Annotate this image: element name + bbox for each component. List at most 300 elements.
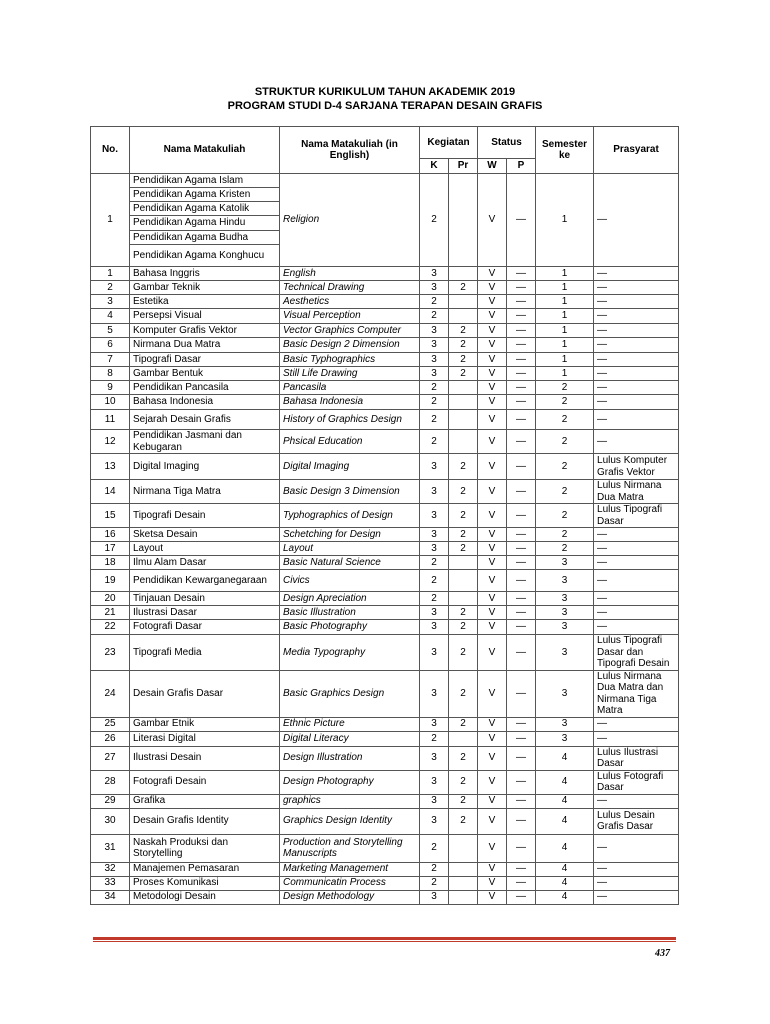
table-row — [91, 281, 679, 295]
religion-pr — [449, 174, 478, 267]
course-p: — — [507, 295, 536, 309]
course-semester: 2 — [536, 454, 594, 480]
course-name: Ilustrasi Desain — [130, 746, 280, 770]
course-no: 7 — [91, 353, 130, 367]
course-semester: 3 — [536, 670, 594, 717]
course-w: V — [478, 731, 507, 746]
course-w: V — [478, 834, 507, 862]
course-prasyarat: — — [594, 717, 679, 731]
course-semester: 1 — [536, 338, 594, 353]
course-no: 3 — [91, 295, 130, 309]
course-no: 33 — [91, 876, 130, 890]
course-prasyarat: — — [594, 430, 679, 454]
course-no: 24 — [91, 670, 130, 717]
course-no: 4 — [91, 309, 130, 324]
course-english: Typhographics of Design — [280, 504, 420, 528]
religion-w: V — [478, 174, 507, 267]
course-pr: 2 — [449, 528, 478, 542]
course-name: Tipografi Desain — [130, 504, 280, 528]
course-pr — [449, 295, 478, 309]
course-semester: 4 — [536, 834, 594, 862]
course-w: V — [478, 504, 507, 528]
course-english: Design Apreciation — [280, 592, 420, 606]
course-no: 6 — [91, 338, 130, 353]
course-k: 2 — [420, 410, 449, 430]
course-english: Basic Illustration — [280, 606, 420, 620]
course-name: Fotografi Desain — [130, 770, 280, 794]
course-p: — — [507, 504, 536, 528]
course-english: Technical Drawing — [280, 281, 420, 295]
course-english: Media Typography — [280, 635, 420, 671]
course-k: 3 — [420, 606, 449, 620]
course-p: — — [507, 834, 536, 862]
course-semester: 3 — [536, 570, 594, 592]
course-p: — — [507, 794, 536, 808]
course-p: — — [507, 353, 536, 367]
course-prasyarat: — — [594, 381, 679, 395]
course-prasyarat: Lulus Nirmana Dua Matra — [594, 480, 679, 504]
course-semester: 3 — [536, 620, 594, 635]
course-k: 2 — [420, 309, 449, 324]
course-p: — — [507, 731, 536, 746]
header-prasyarat: Prasyarat — [594, 127, 679, 174]
course-p: — — [507, 528, 536, 542]
course-prasyarat: Lulus Tipografi Dasar dan Tipografi Desain — [594, 635, 679, 671]
course-w: V — [478, 430, 507, 454]
course-english: Graphics Design Identity — [280, 808, 420, 834]
table-row — [91, 267, 679, 281]
course-english: Schetching for Design — [280, 528, 420, 542]
course-pr: 2 — [449, 670, 478, 717]
course-semester: 4 — [536, 794, 594, 808]
course-w: V — [478, 324, 507, 338]
course-prasyarat: — — [594, 570, 679, 592]
religion-sem: 1 — [536, 174, 594, 267]
course-semester: 3 — [536, 556, 594, 570]
course-k: 2 — [420, 556, 449, 570]
course-name: Metodologi Desain — [130, 890, 280, 904]
course-p: — — [507, 570, 536, 592]
course-pr: 2 — [449, 620, 478, 635]
course-pr: 2 — [449, 504, 478, 528]
course-k: 2 — [420, 731, 449, 746]
course-k: 3 — [420, 353, 449, 367]
table-row — [91, 430, 679, 454]
course-semester: 3 — [536, 592, 594, 606]
religion-name: Pendidikan Agama Kristen — [130, 188, 280, 202]
course-k: 3 — [420, 504, 449, 528]
table-row — [91, 454, 679, 480]
table-row — [91, 556, 679, 570]
course-no: 34 — [91, 890, 130, 904]
course-p: — — [507, 808, 536, 834]
course-k: 2 — [420, 381, 449, 395]
course-k: 3 — [420, 367, 449, 381]
course-english: Basic Graphics Design — [280, 670, 420, 717]
course-p: — — [507, 281, 536, 295]
table-row — [91, 717, 679, 731]
course-k: 3 — [420, 770, 449, 794]
course-w: V — [478, 267, 507, 281]
course-prasyarat: — — [594, 592, 679, 606]
course-w: V — [478, 876, 507, 890]
course-semester: 2 — [536, 480, 594, 504]
course-prasyarat: — — [594, 353, 679, 367]
header-w: W — [478, 159, 507, 174]
course-w: V — [478, 454, 507, 480]
course-prasyarat: — — [594, 395, 679, 410]
course-name: Komputer Grafis Vektor — [130, 324, 280, 338]
course-prasyarat: — — [594, 834, 679, 862]
course-semester: 1 — [536, 324, 594, 338]
course-w: V — [478, 381, 507, 395]
course-semester: 4 — [536, 890, 594, 904]
course-english: Aesthetics — [280, 295, 420, 309]
course-name: Tipografi Media — [130, 635, 280, 671]
course-name: Estetika — [130, 295, 280, 309]
course-prasyarat: — — [594, 267, 679, 281]
religion-name: Pendidikan Agama Katolik — [130, 202, 280, 216]
course-p: — — [507, 267, 536, 281]
course-name: Digital Imaging — [130, 454, 280, 480]
course-pr — [449, 834, 478, 862]
course-p: — — [507, 556, 536, 570]
course-english: Design Photography — [280, 770, 420, 794]
course-no: 23 — [91, 635, 130, 671]
course-english: Visual Perception — [280, 309, 420, 324]
course-no: 27 — [91, 746, 130, 770]
course-name: Tinjauan Desain — [130, 592, 280, 606]
course-english: Production and Storytelling Manuscripts — [280, 834, 420, 862]
course-k: 3 — [420, 794, 449, 808]
course-k: 3 — [420, 324, 449, 338]
course-k: 3 — [420, 808, 449, 834]
course-prasyarat: — — [594, 794, 679, 808]
course-pr — [449, 410, 478, 430]
course-no: 12 — [91, 430, 130, 454]
course-p: — — [507, 770, 536, 794]
header-no: No. — [91, 127, 130, 174]
course-prasyarat: — — [594, 295, 679, 309]
header-english: Nama Matakuliah (in English) — [280, 127, 420, 174]
course-english: Layout — [280, 542, 420, 556]
course-english: Basic Design 3 Dimension — [280, 480, 420, 504]
course-k: 2 — [420, 592, 449, 606]
table-row — [91, 746, 679, 770]
course-prasyarat: Lulus Tipografi Dasar — [594, 504, 679, 528]
course-no: 14 — [91, 480, 130, 504]
course-w: V — [478, 746, 507, 770]
course-k: 2 — [420, 876, 449, 890]
course-pr: 2 — [449, 635, 478, 671]
course-prasyarat: — — [594, 338, 679, 353]
course-semester: 2 — [536, 430, 594, 454]
course-p: — — [507, 430, 536, 454]
course-name: Pendidikan Jasmani dan Kebugaran — [130, 430, 280, 454]
course-pr: 2 — [449, 454, 478, 480]
course-w: V — [478, 635, 507, 671]
course-pr: 2 — [449, 324, 478, 338]
course-p: — — [507, 542, 536, 556]
course-prasyarat: — — [594, 556, 679, 570]
course-w: V — [478, 808, 507, 834]
course-w: V — [478, 606, 507, 620]
course-english: Ethnic Picture — [280, 717, 420, 731]
course-prasyarat: — — [594, 862, 679, 876]
course-no: 2 — [91, 281, 130, 295]
course-semester: 4 — [536, 746, 594, 770]
course-semester: 1 — [536, 367, 594, 381]
course-p: — — [507, 367, 536, 381]
course-prasyarat: Lulus Ilustrasi Dasar — [594, 746, 679, 770]
course-english: Vector Graphics Computer — [280, 324, 420, 338]
course-pr: 2 — [449, 353, 478, 367]
course-p: — — [507, 410, 536, 430]
header-p: P — [507, 159, 536, 174]
course-pr: 2 — [449, 606, 478, 620]
course-w: V — [478, 556, 507, 570]
course-english: Design Illustration — [280, 746, 420, 770]
course-no: 29 — [91, 794, 130, 808]
course-name: Manajemen Pemasaran — [130, 862, 280, 876]
course-english: Communicatin Process — [280, 876, 420, 890]
course-no: 9 — [91, 381, 130, 395]
table-row — [91, 395, 679, 410]
table-row — [91, 410, 679, 430]
religion-pre: — — [594, 174, 679, 267]
course-semester: 1 — [536, 267, 594, 281]
course-prasyarat: — — [594, 620, 679, 635]
course-k: 2 — [420, 430, 449, 454]
footer-rule-thin — [93, 941, 676, 942]
course-prasyarat: — — [594, 528, 679, 542]
course-k: 3 — [420, 338, 449, 353]
course-prasyarat: — — [594, 281, 679, 295]
course-name: Naskah Produksi dan Storytelling — [130, 834, 280, 862]
course-name: Proses Komunikasi — [130, 876, 280, 890]
header-kegiatan: Kegiatan — [420, 127, 478, 159]
course-k: 3 — [420, 635, 449, 671]
course-name: Bahasa Indonesia — [130, 395, 280, 410]
course-semester: 1 — [536, 295, 594, 309]
course-no: 18 — [91, 556, 130, 570]
course-semester: 2 — [536, 542, 594, 556]
course-pr — [449, 890, 478, 904]
course-k: 3 — [420, 890, 449, 904]
course-english: Basic Typhographics — [280, 353, 420, 367]
table-row — [91, 731, 679, 746]
course-pr: 2 — [449, 770, 478, 794]
course-w: V — [478, 410, 507, 430]
course-pr — [449, 556, 478, 570]
course-semester: 4 — [536, 770, 594, 794]
religion-name: Pendidikan Agama Islam — [130, 174, 280, 188]
course-prasyarat: — — [594, 324, 679, 338]
table-row — [91, 528, 679, 542]
table-row — [91, 592, 679, 606]
course-english: Civics — [280, 570, 420, 592]
course-pr: 2 — [449, 746, 478, 770]
table-row — [91, 635, 679, 671]
course-semester: 2 — [536, 504, 594, 528]
course-semester: 3 — [536, 606, 594, 620]
course-p: — — [507, 324, 536, 338]
course-k: 3 — [420, 480, 449, 504]
course-k: 3 — [420, 281, 449, 295]
table-row — [91, 542, 679, 556]
document-subtitle: PROGRAM STUDI D-4 SARJANA TERAPAN DESAIN GRAFIS — [227, 100, 543, 112]
table-row — [91, 367, 679, 381]
course-pr — [449, 570, 478, 592]
table-row — [91, 794, 679, 808]
course-prasyarat: — — [594, 890, 679, 904]
course-pr — [449, 381, 478, 395]
religion-no: 1 — [91, 174, 130, 267]
table-row — [91, 309, 679, 324]
course-no: 8 — [91, 367, 130, 381]
course-name: Sketsa Desain — [130, 528, 280, 542]
religion-english: Religion — [280, 174, 420, 267]
course-pr: 2 — [449, 794, 478, 808]
course-name: Gambar Etnik — [130, 717, 280, 731]
course-k: 2 — [420, 295, 449, 309]
course-semester: 1 — [536, 309, 594, 324]
course-no: 13 — [91, 454, 130, 480]
course-no: 16 — [91, 528, 130, 542]
course-prasyarat: — — [594, 367, 679, 381]
course-pr — [449, 395, 478, 410]
course-w: V — [478, 367, 507, 381]
course-english: Phsical Education — [280, 430, 420, 454]
course-w: V — [478, 353, 507, 367]
course-semester: 3 — [536, 731, 594, 746]
course-english: English — [280, 267, 420, 281]
course-name: Persepsi Visual — [130, 309, 280, 324]
course-w: V — [478, 570, 507, 592]
course-name: Grafika — [130, 794, 280, 808]
course-p: — — [507, 309, 536, 324]
course-pr — [449, 430, 478, 454]
religion-name: Pendidikan Agama Konghucu — [130, 245, 280, 267]
course-no: 17 — [91, 542, 130, 556]
course-k: 3 — [420, 620, 449, 635]
course-semester: 1 — [536, 353, 594, 367]
course-no: 26 — [91, 731, 130, 746]
course-no: 28 — [91, 770, 130, 794]
header-nama: Nama Matakuliah — [130, 127, 280, 174]
course-w: V — [478, 295, 507, 309]
course-english: History of Graphics Design — [280, 410, 420, 430]
course-english: Pancasila — [280, 381, 420, 395]
course-pr — [449, 876, 478, 890]
course-p: — — [507, 670, 536, 717]
header-pr: Pr — [449, 159, 478, 174]
course-prasyarat: — — [594, 606, 679, 620]
table-row — [91, 338, 679, 353]
course-semester: 2 — [536, 528, 594, 542]
page-number: 437 — [655, 948, 670, 959]
course-semester: 4 — [536, 862, 594, 876]
course-no: 19 — [91, 570, 130, 592]
course-w: V — [478, 480, 507, 504]
religion-name: Pendidikan Agama Budha — [130, 231, 280, 245]
course-prasyarat: Lulus Nirmana Dua Matra dan Nirmana Tiga Matra — [594, 670, 679, 717]
course-p: — — [507, 454, 536, 480]
religion-p: — — [507, 174, 536, 267]
course-name: Nirmana Tiga Matra — [130, 480, 280, 504]
course-k: 2 — [420, 834, 449, 862]
course-english: Marketing Management — [280, 862, 420, 876]
course-pr — [449, 592, 478, 606]
course-semester: 3 — [536, 635, 594, 671]
course-prasyarat: Lulus Komputer Grafis Vektor — [594, 454, 679, 480]
course-w: V — [478, 281, 507, 295]
table-row — [91, 570, 679, 592]
course-k: 3 — [420, 528, 449, 542]
course-name: Desain Grafis Identity — [130, 808, 280, 834]
course-w: V — [478, 670, 507, 717]
course-name: Fotografi Dasar — [130, 620, 280, 635]
table-row — [91, 324, 679, 338]
table-row — [91, 770, 679, 794]
course-english: Digital Literacy — [280, 731, 420, 746]
course-name: Bahasa Inggris — [130, 267, 280, 281]
course-name: Pendidikan Pancasila — [130, 381, 280, 395]
course-semester: 4 — [536, 876, 594, 890]
course-pr: 2 — [449, 808, 478, 834]
course-english: Design Methodology — [280, 890, 420, 904]
course-k: 2 — [420, 862, 449, 876]
course-name: Tipografi Dasar — [130, 353, 280, 367]
course-p: — — [507, 717, 536, 731]
course-p: — — [507, 480, 536, 504]
course-prasyarat: — — [594, 542, 679, 556]
course-no: 5 — [91, 324, 130, 338]
course-name: Ilustrasi Dasar — [130, 606, 280, 620]
course-name: Pendidikan Kewarganegaraan — [130, 570, 280, 592]
course-k: 3 — [420, 717, 449, 731]
course-p: — — [507, 862, 536, 876]
footer-rule-thick — [93, 937, 676, 940]
religion-name: Pendidikan Agama Hindu — [130, 216, 280, 231]
course-prasyarat: — — [594, 876, 679, 890]
course-p: — — [507, 746, 536, 770]
course-w: V — [478, 592, 507, 606]
course-prasyarat: — — [594, 309, 679, 324]
course-pr: 2 — [449, 480, 478, 504]
course-k: 2 — [420, 395, 449, 410]
course-prasyarat: Lulus Fotografi Dasar — [594, 770, 679, 794]
course-name: Gambar Bentuk — [130, 367, 280, 381]
course-pr: 2 — [449, 542, 478, 556]
course-english: Basic Design 2 Dimension — [280, 338, 420, 353]
course-semester: 2 — [536, 410, 594, 430]
course-w: V — [478, 890, 507, 904]
table-row — [91, 504, 679, 528]
course-w: V — [478, 542, 507, 556]
course-p: — — [507, 606, 536, 620]
course-name: Ilmu Alam Dasar — [130, 556, 280, 570]
course-w: V — [478, 395, 507, 410]
course-k: 3 — [420, 267, 449, 281]
course-semester: 2 — [536, 381, 594, 395]
course-no: 21 — [91, 606, 130, 620]
course-english: graphics — [280, 794, 420, 808]
document-title: STRUKTUR KURIKULUM TAHUN AKADEMIK 2019 — [254, 86, 516, 98]
course-no: 32 — [91, 862, 130, 876]
course-pr — [449, 731, 478, 746]
table-row — [91, 890, 679, 904]
